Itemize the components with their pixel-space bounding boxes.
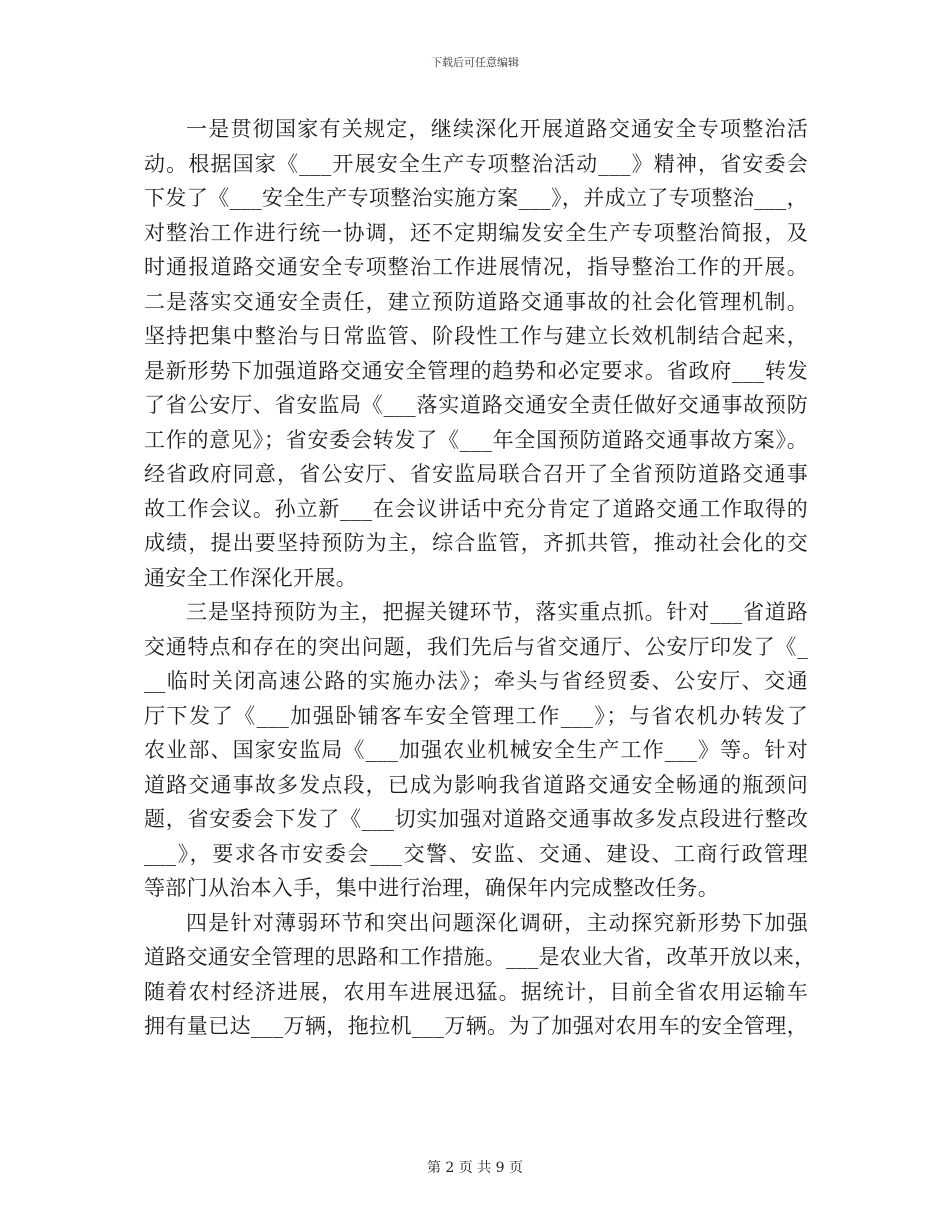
text-line: 成绩，提出要坚持预防为主，综合监管，齐抓共管，推动社会化的交: [144, 531, 808, 555]
page-number: 第 2 页 共 9 页: [426, 1160, 524, 1176]
text-line: 通安全工作深化开展。: [144, 565, 357, 590]
text-line: 经省政府同意，省公安厅、省安监局联合召开了全省预防道路交通事: [144, 462, 808, 486]
text-line: 了省公安厅、省安监局《___落实道路交通安全责任做好交通事故预防: [144, 393, 808, 417]
text-line: 题，省安委会下发了《___切实加强对道路交通事故多发点段进行整改: [144, 807, 808, 831]
text-line: 坚持把集中整治与日常监管、阶段性工作与建立长效机制结合起来，: [144, 324, 808, 348]
text-line: 拥有量已达___万辆，拖拉机___万辆。为了加强对农用车的安全管理，: [144, 1014, 808, 1038]
text-line: 厅下发了《___加强卧铺客车安全管理工作___》；与省农机办转发了: [144, 703, 808, 728]
text-line: 二是落实交通安全责任，建立预防道路交通事故的社会化管理机制。: [144, 289, 808, 314]
text-line: 道路交通安全管理的思路和工作措施。___是农业大省，改革开放以来，: [144, 945, 816, 969]
text-line: __临时关闭高速公路的实施办法》；牵头与省经贸委、公安厅、交通: [144, 669, 808, 693]
text-line: 一是贯彻国家有关规定，继续深化开展道路交通安全专项整治活: [186, 117, 808, 141]
text-line: 等部门从治本入手，集中进行治理，确保年内完成整改任务。: [144, 876, 720, 900]
text-line: 时通报道路交通安全专项整治工作进展情况，指导整治工作的开展。: [144, 255, 808, 279]
page-header: 下载后可任意编辑: [431, 56, 519, 69]
text-line: 动。根据国家《___开展安全生产专项整治活动___》精神，省安委会: [144, 151, 808, 176]
text-line: 故工作会议。孙立新___在会议讲话中充分肯定了道路交通工作取得的: [144, 496, 808, 521]
text-line: 农业部、国家安监局《___加强农业机械安全生产工作___》等。针对: [144, 738, 808, 762]
text-line: 交通特点和存在的突出问题，我们先后与省交通厅、公安厅印发了《_: [144, 634, 808, 659]
text-line: 对整治工作进行统一协调，还不定期编发安全生产专项整治简报，及: [144, 220, 808, 245]
text-line: 随着农村经济进展，农用车进展迅猛。据统计，目前全省农用运输车: [144, 979, 808, 1004]
text-line: 道路交通事故多发点段，已成为影响我省道路交通安全畅通的瓶颈问: [144, 772, 808, 797]
text-line: ___》，要求各市安委会___交警、安监、交通、建设、工商行政管理: [144, 841, 808, 866]
text-line: 下发了《___安全生产专项整治实施方案___》，并成立了专项整治___，: [144, 186, 808, 210]
text-line: 四是针对薄弱环节和突出问题深化调研，主动探究新形势下加强: [186, 910, 808, 935]
document-body: [144, 112, 816, 1044]
text-line: 工作的意见》；省安委会转发了《___年全国预防道路交通事故方案》。: [144, 427, 808, 452]
text-line: 三是坚持预防为主，把握关键环节，落实重点抓。针对___省道路: [186, 600, 808, 624]
text-line: 是新形势下加强道路交通安全管理的趋势和必定要求。省政府___转发: [144, 358, 808, 383]
